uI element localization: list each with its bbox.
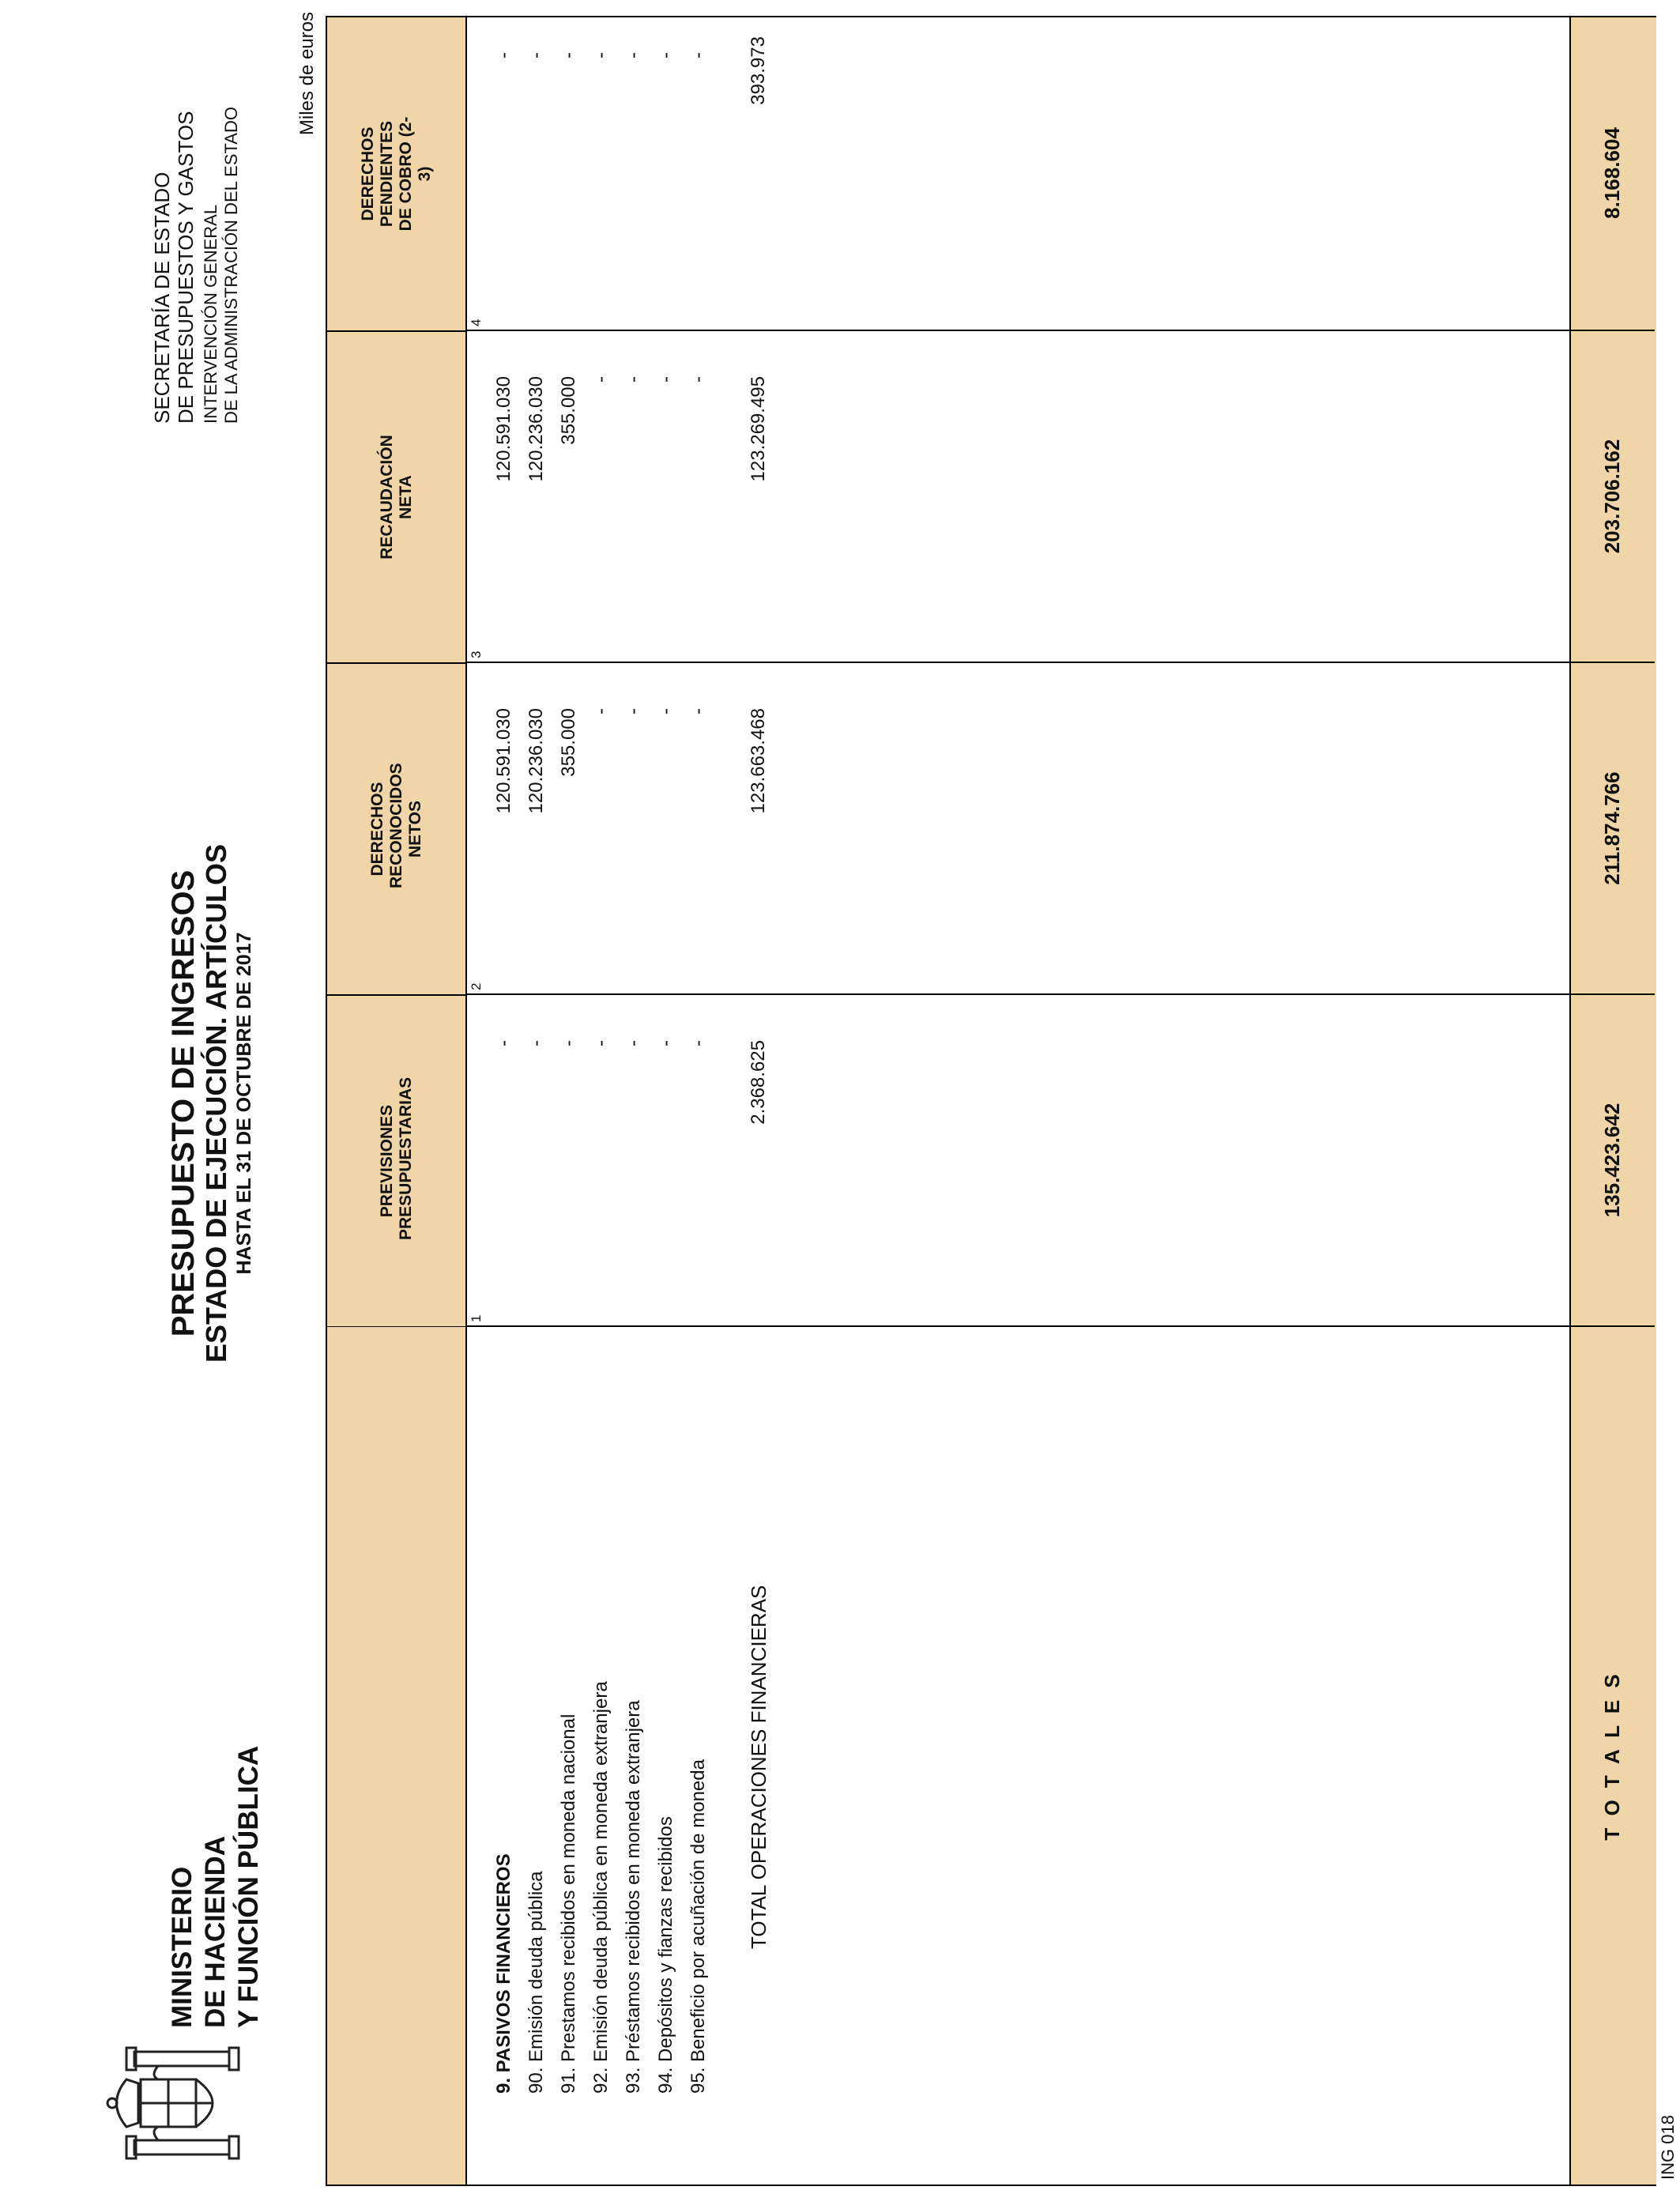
total-value: 211.874.766 — [1600, 771, 1624, 885]
row-label: 92. Emisión deuda pública en moneda extranjera — [590, 1681, 612, 2094]
cell-value: - — [687, 52, 709, 58]
header-concept — [327, 1325, 465, 2185]
header-col-2 — [327, 662, 465, 994]
row-label: 94. Depósitos y fianzas recibidos — [655, 1816, 676, 2094]
ministry-line: MINISTERIO — [167, 1866, 198, 2028]
col-number: 4 — [469, 319, 484, 326]
units-label: Miles de euros — [296, 12, 318, 136]
cell-value: - — [623, 52, 644, 58]
title-block — [166, 803, 256, 1404]
cell-value: - — [655, 708, 676, 714]
cell-value: - — [558, 52, 579, 58]
cell-value: - — [493, 1040, 514, 1046]
cell-value: 120.236.030 — [525, 708, 547, 814]
col-number: 3 — [469, 650, 484, 658]
totals-label: T O T A L E S — [1600, 1671, 1624, 1841]
subtotal-value: 123.663.468 — [748, 708, 769, 814]
subtotal-label: TOTAL OPERACIONES FINANCIERAS — [747, 1585, 770, 1949]
total-value: 8.168.604 — [1600, 127, 1624, 219]
row-label: 95. Beneficio por acuñación de moneda — [687, 1759, 709, 2094]
cell-value: - — [687, 708, 709, 714]
header-col-label: DERECHOS RECONOCIDOS NETOS — [367, 763, 424, 888]
cell-value: 355.000 — [558, 376, 579, 445]
cell-value: 120.591.030 — [493, 708, 514, 814]
header-col-label: PREVISIONES PRESUPUESTARIAS — [377, 1076, 415, 1240]
header-col-3 — [327, 330, 465, 662]
row-label: 91. Prestamos recibidos en moneda nacional — [558, 1713, 579, 2094]
coat-of-arms-icon — [103, 2044, 269, 2162]
date-line: HASTA EL 31 DE OCTUBRE DE 2017 — [233, 932, 255, 1275]
cell-value: 120.236.030 — [525, 376, 547, 482]
subtotal-value: 393.973 — [748, 36, 769, 105]
cell-value: - — [623, 1040, 644, 1046]
header-col-4 — [327, 17, 465, 330]
cell-value: 355.000 — [558, 708, 579, 777]
subtotal-value: 123.269.495 — [748, 376, 769, 482]
cell-value: - — [687, 376, 709, 383]
row-label: 9. PASIVOS FINANCIEROS — [493, 1853, 514, 2094]
cell-value: - — [493, 52, 514, 58]
total-value: 135.423.642 — [1600, 1103, 1624, 1218]
secretaria-line: SECRETARÍA DE ESTADO — [150, 172, 174, 424]
secretaria-block — [150, 13, 242, 424]
col-number: 2 — [469, 982, 484, 990]
header-col-1 — [327, 994, 465, 1326]
ministry-name — [166, 1746, 266, 2028]
form-code: ING 018 — [1658, 2115, 1678, 2180]
intervencion-line: DE LA ADMINISTRACIÓN DEL ESTADO — [221, 107, 241, 424]
cell-value: - — [525, 52, 547, 58]
header-col-label: DERECHOS PENDIENTES DE COBRO (2-3) — [358, 116, 434, 232]
col-number: 1 — [469, 1314, 484, 1322]
cell-value: - — [655, 52, 676, 58]
secretaria-line: DE PRESUPUESTOS Y GASTOS — [174, 111, 198, 424]
header-col-label: RECAUDACIÓN NETA — [377, 435, 415, 560]
subtotal-value: 2.368.625 — [748, 1040, 769, 1125]
cell-value: - — [623, 376, 644, 383]
ministry-line: Y FUNCIÓN PÚBLICA — [233, 1745, 264, 2028]
cell-value: - — [558, 1040, 579, 1046]
cell-value: - — [655, 1040, 676, 1046]
row-label: 93. Préstamos recibidos en moneda extranjera — [623, 1700, 644, 2094]
page-title: PRESUPUESTO DE INGRESOS — [166, 869, 201, 1337]
cell-value: - — [590, 1040, 612, 1046]
intervencion-line: INTERVENCIÓN GENERAL — [201, 204, 220, 424]
cell-value: - — [687, 1040, 709, 1046]
cell-value: - — [590, 708, 612, 714]
cell-value: 120.591.030 — [493, 376, 514, 482]
row-label: 90. Emisión deuda pública — [525, 1871, 547, 2094]
cell-value: - — [655, 376, 676, 383]
cell-value: - — [590, 376, 612, 383]
page-subtitle: ESTADO DE EJECUCIÓN. ARTÍCULOS — [200, 843, 232, 1363]
cell-value: - — [623, 708, 644, 714]
total-value: 203.706.162 — [1600, 439, 1624, 554]
cell-value: - — [590, 52, 612, 58]
cell-value: - — [525, 1040, 547, 1046]
ministry-line: DE HACIENDA — [200, 1835, 231, 2028]
